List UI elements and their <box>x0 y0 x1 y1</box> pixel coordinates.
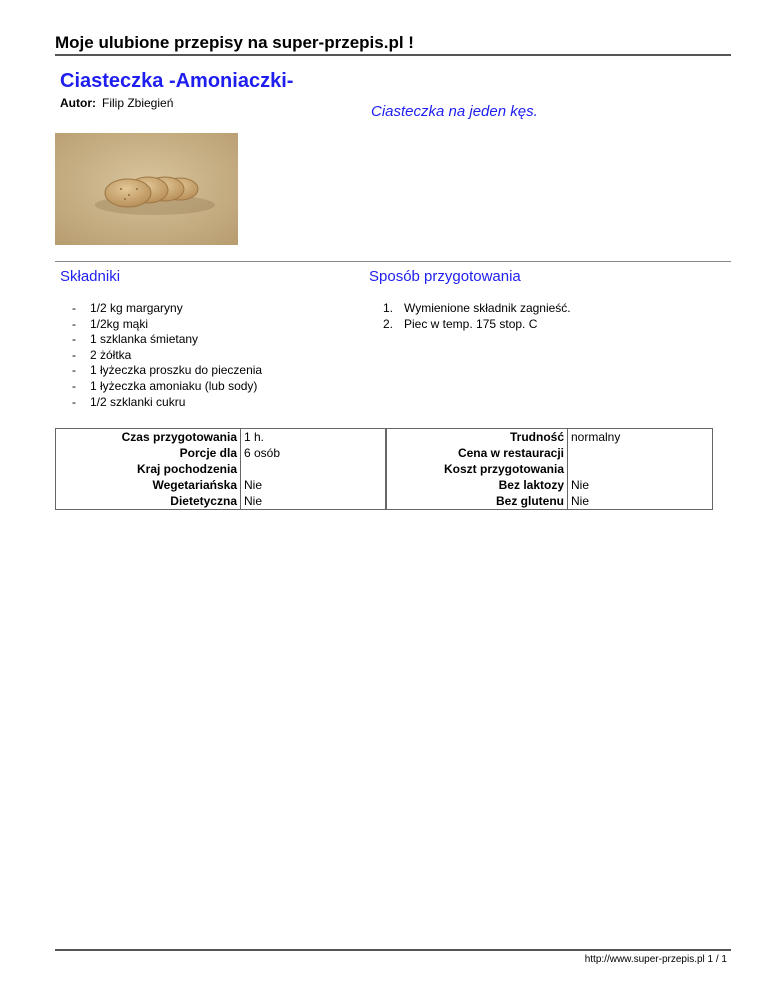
step-item <box>383 317 571 333</box>
info-label: Bez laktozy <box>387 477 568 493</box>
footer-divider <box>55 949 731 951</box>
table-row <box>56 477 386 493</box>
info-label: Kraj pochodzenia <box>56 461 241 477</box>
info-value: 6 osób <box>244 446 281 460</box>
ingredient-item: - 1 łyżeczka proszku do pieczenia <box>72 363 262 379</box>
table-row <box>387 477 713 493</box>
info-table-left <box>55 428 386 510</box>
step-item <box>383 301 571 317</box>
cookies-image <box>55 133 238 245</box>
step-number: 1. <box>383 301 394 315</box>
info-label: Czas przygotowania <box>56 429 241 446</box>
author-line <box>60 96 173 110</box>
info-value: Nie <box>571 494 590 508</box>
ingredient-item: - 1 łyżeczka amoniaku (lub sody) <box>72 379 262 395</box>
step-number: 2. <box>383 316 394 331</box>
info-value <box>241 461 386 477</box>
author-label: Autor: <box>60 96 96 110</box>
table-row <box>56 461 386 477</box>
table-row <box>387 429 713 446</box>
ingredient-item: - 1 szklanka śmietany <box>72 332 262 348</box>
step-text: Piec w temp. 175 stop. C <box>404 316 538 331</box>
table-row <box>387 445 713 461</box>
preparation-steps <box>383 301 571 332</box>
info-label: Koszt przygotowania <box>387 461 568 477</box>
info-value: normalny <box>571 430 621 444</box>
ingredient-item: - 2 żółtka <box>72 348 262 364</box>
ingredient-item: - 1/2 szklanki cukru <box>72 395 262 411</box>
info-label: Dietetyczna <box>56 493 241 510</box>
info-label: Wegetariańska <box>56 477 241 493</box>
info-value <box>568 461 713 477</box>
step-text: Wymienione składnik zagnieść. <box>404 301 571 315</box>
info-value: Nie <box>571 478 590 492</box>
table-row <box>387 461 713 477</box>
table-row <box>56 429 386 446</box>
header-divider <box>55 54 731 56</box>
info-value <box>568 445 713 461</box>
ingredient-item: - 1/2kg mąki <box>72 317 262 333</box>
page-footer[interactable]: http://www.super-przepis.pl 1 / 1 <box>584 954 727 965</box>
info-label: Porcje dla <box>56 445 241 461</box>
info-value: 1 h. <box>244 430 265 444</box>
site-header: Moje ulubione przepisy na super-przepis.pl ! <box>55 33 414 52</box>
ingredients-title: Składniki <box>60 268 121 285</box>
author-name: Filip Zbiegień <box>102 96 174 110</box>
recipe-photo <box>55 133 238 245</box>
table-row <box>387 493 713 510</box>
table-row <box>56 445 386 461</box>
recipe-title[interactable]: Ciasteczka -Amoniaczki- <box>60 70 294 92</box>
info-label: Cena w restauracji <box>387 445 568 461</box>
recipe-tagline: Ciasteczka na jeden kęs. <box>371 103 538 120</box>
info-table-right <box>386 428 713 510</box>
ingredient-item: - 1/2 kg margaryny <box>72 301 262 317</box>
preparation-title: Sposób przygotowania <box>369 268 521 285</box>
info-label: Trudność <box>387 429 568 446</box>
table-row <box>56 493 386 510</box>
info-label: Bez glutenu <box>387 493 568 510</box>
info-value: Nie <box>244 478 263 492</box>
ingredients-list <box>72 301 262 410</box>
info-value: Nie <box>244 494 263 508</box>
section-divider <box>55 261 731 262</box>
